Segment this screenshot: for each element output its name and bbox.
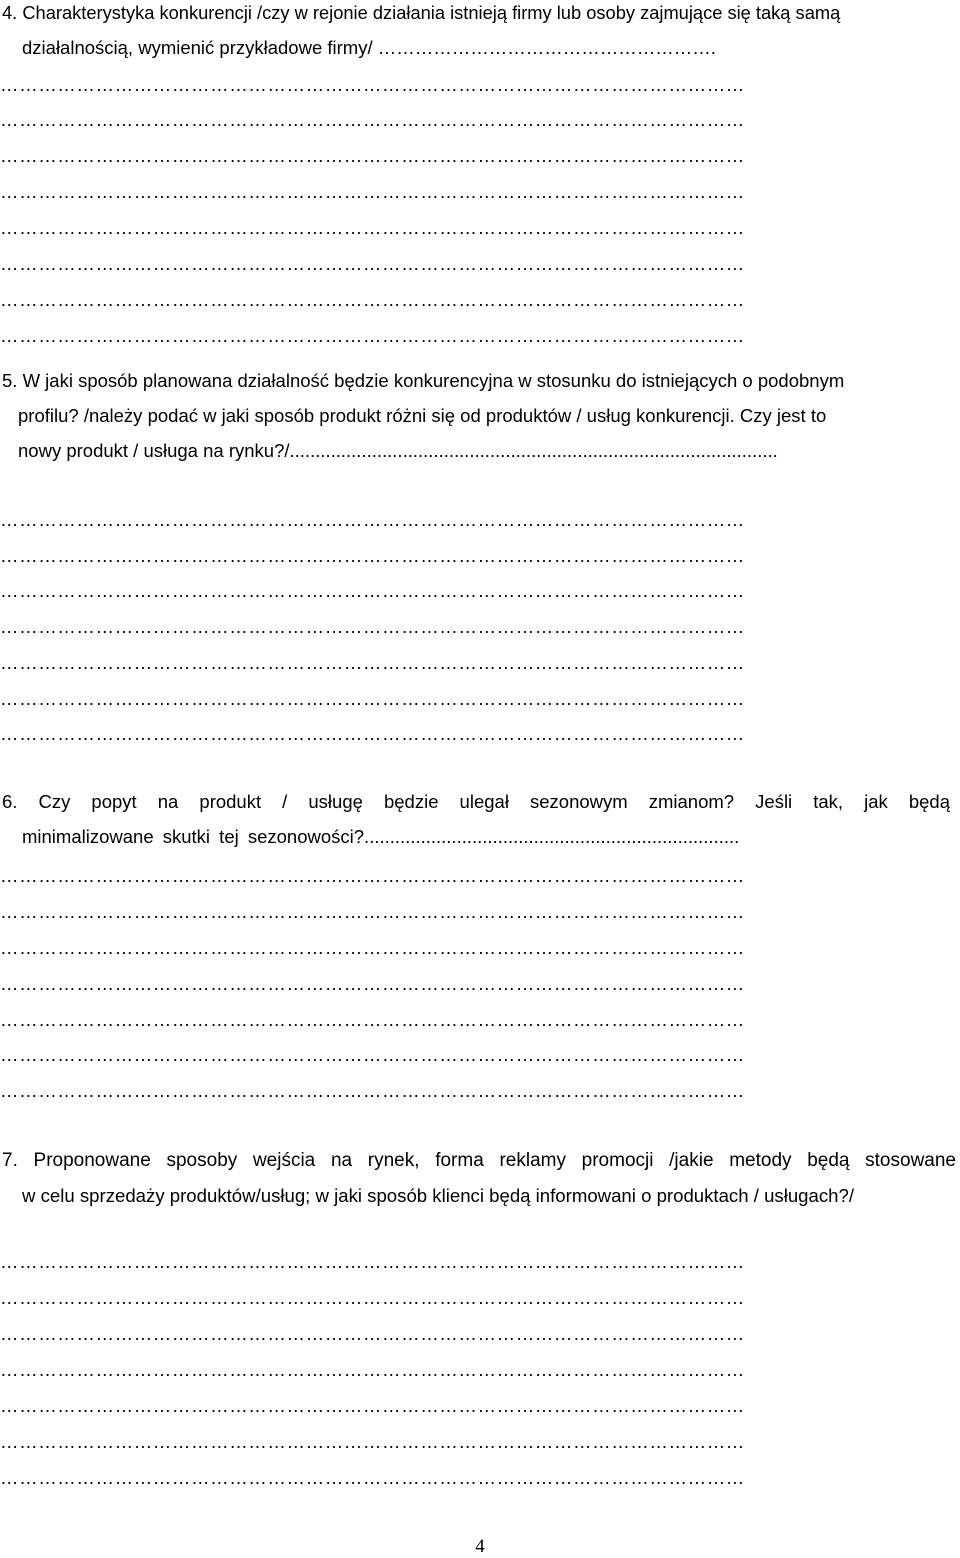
- answer-line: ………………………………………………………………………………………………………: [0, 181, 745, 202]
- question-4-line-1: 4. Charakterystyka konkurencji /czy w rejonie działania istnieją firmy lub osoby zajmujące się taką samą: [2, 2, 841, 23]
- question-5-line-3: nowy produkt / usługa na rynku?/...............................................................................................: [18, 440, 778, 461]
- answer-line: ………………………………………………………………………………………………………: [0, 145, 745, 166]
- answer-line: ………………………………………………………………………………………………………: [0, 1431, 745, 1452]
- answer-line: ………………………………………………………………………………………………………: [0, 1359, 745, 1380]
- answer-line: ………………………………………………………………………………………………………: [0, 1287, 745, 1308]
- answer-line: ………………………………………………………………………………………………………: [0, 688, 745, 709]
- answer-line: ………………………………………………………………………………………………………: [0, 937, 745, 958]
- question-5-line-2: profilu? /należy podać w jaki sposób produkt różni się od produktów / usług konkurencji. Czy jest to: [18, 405, 827, 426]
- answer-line: ………………………………………………………………………………………………………: [0, 973, 745, 994]
- answer-line: ………………………………………………………………………………………………………: [0, 1009, 745, 1030]
- answer-line: ………………………………………………………………………………………………………: [0, 865, 745, 886]
- answer-line: ………………………………………………………………………………………………………: [0, 1080, 745, 1101]
- answer-line: ………………………………………………………………………………………………………: [0, 217, 745, 238]
- answer-line: ………………………………………………………………………………………………………: [0, 1044, 745, 1065]
- question-4-line-2: działalnością, wymienić przykładowe firmy/ ……………………………………………….: [22, 37, 716, 58]
- answer-line: ………………………………………………………………………………………………………: [0, 1251, 745, 1272]
- answer-line: ………………………………………………………………………………………………………: [0, 580, 745, 601]
- answer-line: ………………………………………………………………………………………………………: [0, 901, 745, 922]
- answer-line: ………………………………………………………………………………………………………: [0, 509, 745, 530]
- answer-line: ………………………………………………………………………………………………………: [0, 1467, 745, 1488]
- answer-line: ………………………………………………………………………………………………………: [0, 723, 745, 744]
- question-7-line-2: w celu sprzedaży produktów/usług; w jaki sposób klienci będą informowani o produktach / usługach?/: [22, 1185, 855, 1206]
- answer-line: ………………………………………………………………………………………………………: [0, 1395, 745, 1416]
- page-number: 4: [475, 1536, 485, 1557]
- answer-line: ………………………………………………………………………………………………………: [0, 616, 745, 637]
- answer-line: ………………………………………………………………………………………………………: [0, 325, 745, 346]
- answer-line: ………………………………………………………………………………………………………: [0, 109, 745, 130]
- answer-line: ………………………………………………………………………………………………………: [0, 1323, 745, 1344]
- question-7-line-1: 7. Proponowane sposoby wejścia na rynek, forma reklamy promocji /jakie metody będą stosowane: [2, 1150, 956, 1171]
- question-6-line-2: minimalizowane skutki tej sezonowości?.........................................................................: [22, 826, 740, 847]
- answer-line: ………………………………………………………………………………………………………: [0, 652, 745, 673]
- answer-line: ………………………………………………………………………………………………………: [0, 253, 745, 274]
- answer-line: ………………………………………………………………………………………………………: [0, 74, 745, 95]
- question-6-line-1: 6. Czy popyt na produkt / usługę będzie ulegał sezonowym zmianom? Jeśli tak, jak będą: [2, 791, 950, 812]
- question-5-line-1: 5. W jaki sposób planowana działalność będzie konkurencyjna w stosunku do istniejących o podobnym: [2, 370, 845, 391]
- answer-line: ………………………………………………………………………………………………………: [0, 545, 745, 566]
- answer-line: ………………………………………………………………………………………………………: [0, 289, 745, 310]
